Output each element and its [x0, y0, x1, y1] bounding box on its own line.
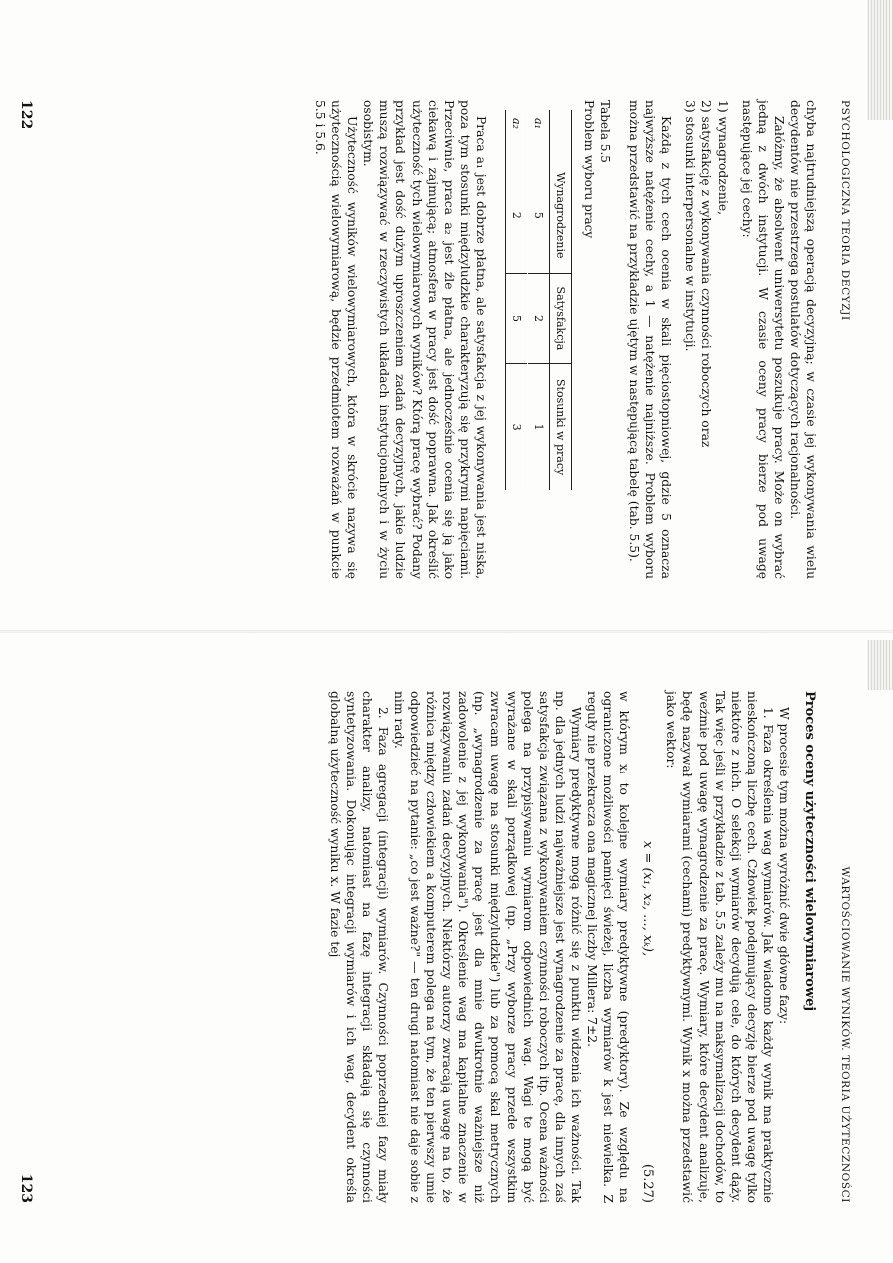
table-cell: 5	[527, 158, 549, 273]
formula-expression: x = (x₁, x₂, ..., xₖ),	[640, 841, 656, 957]
section-title: Proces oceny użyteczności wielowymiarowej	[802, 691, 817, 1012]
paragraph: Użyteczność wyników wielowymiarowych, która w skrócie nazywa się użytecznością wielowymiarową, będzie przedmiotem rozważań w punkcie 5.5 i 5.6.	[313, 100, 360, 579]
list-item: 2) satysfakcję z wykonywania czynności roboczych oraz	[699, 100, 714, 448]
paragraph: Wymiary predyktywne mogą różnić się z punktu widzenia ich ważności. Tak np. dla jednych ludzi najważniejsze jest wynagrodzenie za pracę, dla innych zaś satysfakcja związana z wykonywaniem czynności roboczych itp. Ocena ważności polega na przypisywaniu wymiarom odpowiednich wag. Wagi te mogą być wyrażane w skali porządkowej (np. „Przy wyborze pracy przede wszystkim zwracam uwagę na stosunki międzyludzkie") lub za pomocą skal metrycznych (np. „wynagrodzenie za pracę jest dla mnie dwukrotnie ważniejsze niż zadowolenie z jej wykonywania"). Określenie wag ma kapitalne znaczenie w rozwiązywaniu zadań decyzyjnych. Niektórzy autorzy zwracają uwagę na to, że różnica między człowiekiem a komputerem polega na tym, że ten pierwszy umie odpowiedzieć na pytanie: „co jest ważne?" — ten drugi natomiast nie daje sobie z nim rady.	[391, 691, 583, 1203]
table-row	[505, 110, 527, 490]
table-title: Problem wyboru pracy	[581, 100, 596, 239]
column-header: Stosunki w pracy	[549, 364, 571, 490]
table-cell: 2	[505, 158, 527, 273]
table-label: Tabela 5.5	[597, 100, 612, 163]
paragraph: 1. Faza określenia wag wymiarów. Jak wiadomo każdy wynik ma praktycznie nieskończoną liczbę cech. Człowiek podejmujący decyzję bierze pod uwagę tylko niektóre z nich. O selekcji wymiarów decydują cele, do których decydent dąży. Tak więc jeśli w przykładzie z tab. 5.5 zależy mu na maksymalizacji dochodów, to weźmie pod uwagę wynagrodzenie za pracę. Wymiary, które decydent analizuje, będę nazywał wymiarami (cechami) predyktywnymi. Wynik x można przedstawić jako wektor:	[664, 691, 775, 1203]
right-page	[0, 631, 893, 1263]
column-header: Satysfakcja	[549, 273, 571, 364]
table-header-row	[549, 110, 571, 490]
left-page	[0, 0, 893, 631]
row-header: a₂	[505, 110, 527, 158]
formula-number: (5.27)	[640, 1163, 656, 1203]
page-number: 123	[18, 1173, 34, 1203]
running-head: WARTOŚCIOWANIE WYNIKÓW. TEORIA UŻYTECZNOŚCI	[839, 866, 851, 1203]
column-header: Wynagrodzenie	[549, 158, 571, 273]
paragraph: 2. Faza agregacji (integracji) wymiarów. Czynności poprzedniej fazy miały charakter analizy, natomiast na fazę integracji składają się czynności syntetyzowania. Dokonując integracji wymiarów i ich wag, decydent określa globalną użyteczność wyniku x. W fazie tej	[327, 691, 390, 1203]
list-item: 1) wynagrodzenie,	[715, 100, 730, 216]
formula	[640, 691, 655, 1203]
paragraph: chyba najtrudniejszą operacją decyzyjną; w czasie jej wykonywania wielu decydentów nie przestrzega postulatów dotyczących racjonalności.	[787, 100, 818, 579]
paragraph: W procesie tym można wyróżnić dwie główne fazy:	[777, 706, 791, 1025]
row-header: a₁	[527, 110, 549, 158]
data-table	[505, 110, 572, 490]
running-head: PSYCHOLOGICZNA TEORIA DECYZJI	[839, 100, 851, 321]
paragraph: Praca a₁ jest dobrze płatna, ale satysfakcja z jej wykonywania jest niska, poza tym stosunki międzyludzkie charakteryzują się przykrymi napięciami. Przeciwnie, praca a₂ jest źle płatna, ale jednocześnie oceniа się ją jako ciekawą i zajmującą; atmosfera w pracy jest dość poprawna. Jak określić użyteczność tych wielowymiarowych wyników? Którą pracę wybrać? Podany przykład jest dość dużym uproszczeniem zadań decyzyjnych, jakie ludzie muszą rozwiązywać w rzeczywistych układach instytucjonalnych i w życiu osobistym.	[361, 100, 488, 579]
table-cell: 3	[505, 364, 527, 490]
paragraph: Każdą z tych cech ocenia w skali pięciostopniowej, gdzie 5 oznacza najwyższe natężenie cechy, a 1 — natężenie najniższe. Problem wyboru można przedstawić na przykładzie ujętym w następującą tabelę (tab. 5.5).	[627, 100, 674, 579]
page-number: 122	[18, 100, 34, 130]
paragraph: w którym xᵢ to kolejne wymiary predyktywne (predyktory). Ze względu na ograniczone możliwości pamięci świeżej, liczba wymiarów k jest niewielka. Z reguły nie przekracza ona magicznej liczby Millera: 7±2.	[585, 691, 632, 1203]
list-item: 3) stosunki interpersonalne w instytucji.	[683, 100, 698, 352]
table-cell: 2	[527, 273, 549, 364]
table-cell: 1	[527, 364, 549, 490]
table-row	[527, 110, 549, 490]
table-cell: 5	[505, 273, 527, 364]
paragraph: Załóżmy, że absolwent uniwersytetu poszukuje pracy. Może on wybrać jedną z dwóch instytucji. W czasie oceny pracy bierze pod uwagę następujące jej cechy:	[739, 100, 786, 579]
